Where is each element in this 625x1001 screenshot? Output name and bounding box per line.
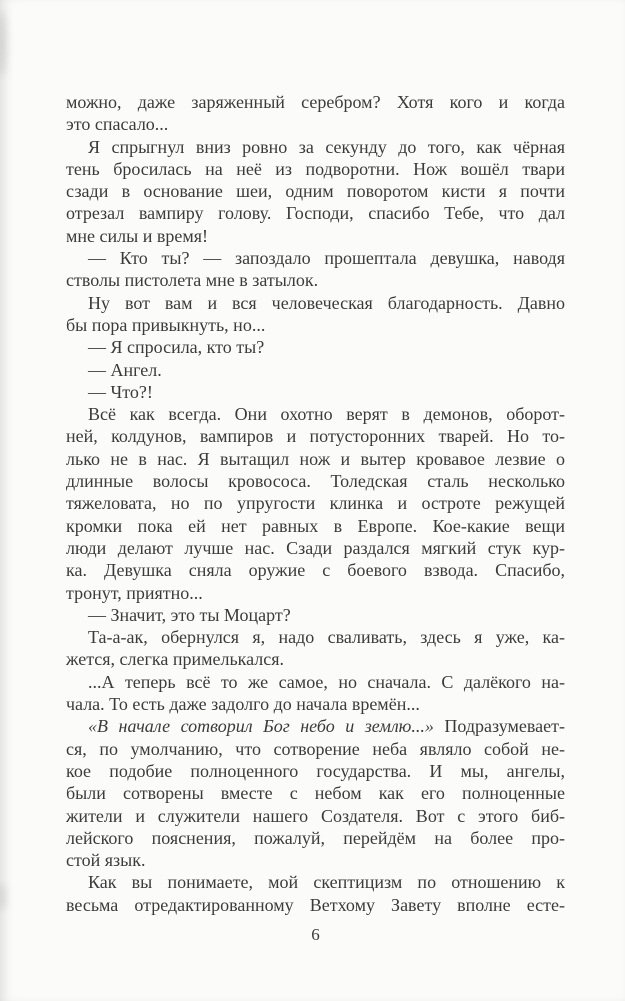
text-run: ся, по умолчанию, что сотворение неба являло собой не- — [66, 738, 565, 759]
text-run: — Я спросила, кто ты? — [88, 337, 265, 358]
text-run: ...А теперь всё то же самое, но сначала. С далёкого на- — [88, 671, 565, 692]
text-run: чала. То есть даже задолго до начала времён... — [66, 694, 420, 715]
text-run: сзади в основание шеи, одним поворотом кисти я почти — [66, 181, 565, 202]
text-line — [66, 336, 565, 358]
text-line — [66, 136, 565, 158]
text-line — [66, 180, 565, 202]
text-line — [66, 648, 565, 670]
text-line — [66, 827, 565, 849]
text-run: — Кто ты? — запоздало прошептала девушка, наводя — [88, 248, 565, 269]
text-line — [66, 604, 565, 626]
text-line — [66, 314, 565, 336]
text-run: кромки пока ей нет равных в Европе. Кое-какие вещи — [66, 515, 565, 536]
text-line — [66, 671, 565, 693]
text-line — [66, 515, 565, 537]
text-line — [66, 693, 565, 715]
text-line — [66, 113, 565, 135]
text-run: весьма отредактированному Ветхому Завету вполне есте- — [66, 894, 565, 915]
text-run: — Что?! — [88, 381, 153, 402]
text-run: жители и служители нашего Создателя. Вот с этого биб- — [66, 805, 565, 826]
text-run: кое подобие полноценного государства. И мы, ангелы, — [66, 760, 565, 781]
text-line — [66, 849, 565, 871]
text-run: — Ангел. — [88, 359, 162, 380]
text-run: мне силы и время! — [66, 225, 208, 246]
text-line — [66, 537, 565, 559]
text-run: Подразумевает- — [433, 716, 565, 737]
text-line — [66, 202, 565, 224]
text-run: тень бросилась на неё из подворотни. Нож вошёл твари — [66, 158, 565, 179]
text-line — [66, 292, 565, 314]
text-run: тяжеловата, но по упругости клинка и остроте режущей — [66, 493, 565, 514]
text-run: ка. Девушка сняла оружие с боевого взвода. Спасибо, — [66, 560, 565, 581]
text-line — [66, 805, 565, 827]
text-line — [66, 894, 565, 916]
text-line — [66, 626, 565, 648]
text-run: бы пора привыкнуть, но... — [66, 314, 266, 335]
text-line — [66, 425, 565, 447]
text-line — [66, 559, 565, 581]
text-run: Ну вот вам и вся человеческая благодарность. Давно — [88, 292, 565, 313]
text-line — [66, 247, 565, 269]
text-line — [66, 359, 565, 381]
text-line — [66, 492, 565, 514]
text-run: были сотворены вместе с небом как его полноценные — [66, 783, 565, 804]
text-run: Я спрыгнул вниз ровно за секунду до того, как чёрная — [88, 136, 565, 157]
scripture-quote-italic: «В начале сотворил Бог небо и землю...» — [88, 716, 434, 737]
scan-smudge — [0, 884, 6, 910]
text-run: лейского пояснения, пожалуй, перейдём на более про- — [66, 827, 565, 848]
text-line — [66, 225, 565, 247]
text-run: жется, слегка примелькался. — [66, 649, 285, 670]
text-run: длинные волосы кровососа. Толедская сталь несколько — [66, 471, 565, 492]
text-line — [66, 158, 565, 180]
text-run: Всё как всегда. Они охотно верят в демонов, оборот- — [88, 404, 565, 425]
text-run: отрезал вампиру голову. Господи, спасибо Тебе, что дал — [66, 203, 565, 224]
text-line — [66, 715, 565, 737]
text-run: люди делают лучше нас. Сзади раздался мягкий стук кур- — [66, 537, 565, 558]
text-line — [66, 269, 565, 291]
text-run: стволы пистолета мне в затылок. — [66, 270, 319, 291]
text-run: тронут, приятно... — [66, 582, 203, 603]
text-line — [66, 760, 565, 782]
text-line — [66, 582, 565, 604]
text-line — [66, 91, 565, 113]
text-run: Та-а-ак, обернулся я, надо сваливать, здесь я уже, ка- — [88, 627, 565, 648]
text-run: стой язык. — [66, 850, 146, 871]
text-run: лько не в нас. Я вытащил нож и вытер кровавое лезвие о — [66, 448, 565, 469]
text-block — [66, 91, 565, 916]
text-run: можно, даже заряженный серебром? Хотя кого и когда — [66, 92, 565, 112]
text-line — [66, 448, 565, 470]
text-run: ней, колдунов, вампиров и потусторонних тварей. Но то- — [66, 426, 565, 447]
text-line — [66, 381, 565, 403]
text-line — [66, 403, 565, 425]
page-number: 6 — [311, 925, 320, 944]
text-run: Как вы понимаете, мой скептицизм по отношению к — [88, 872, 565, 893]
text-line — [66, 470, 565, 492]
text-line — [66, 871, 565, 893]
text-line — [66, 782, 565, 804]
text-run: это спасало... — [66, 114, 169, 135]
scan-smudge — [0, 12, 7, 76]
text-line — [66, 738, 565, 760]
text-run: — Значит, это ты Моцарт? — [88, 604, 291, 625]
